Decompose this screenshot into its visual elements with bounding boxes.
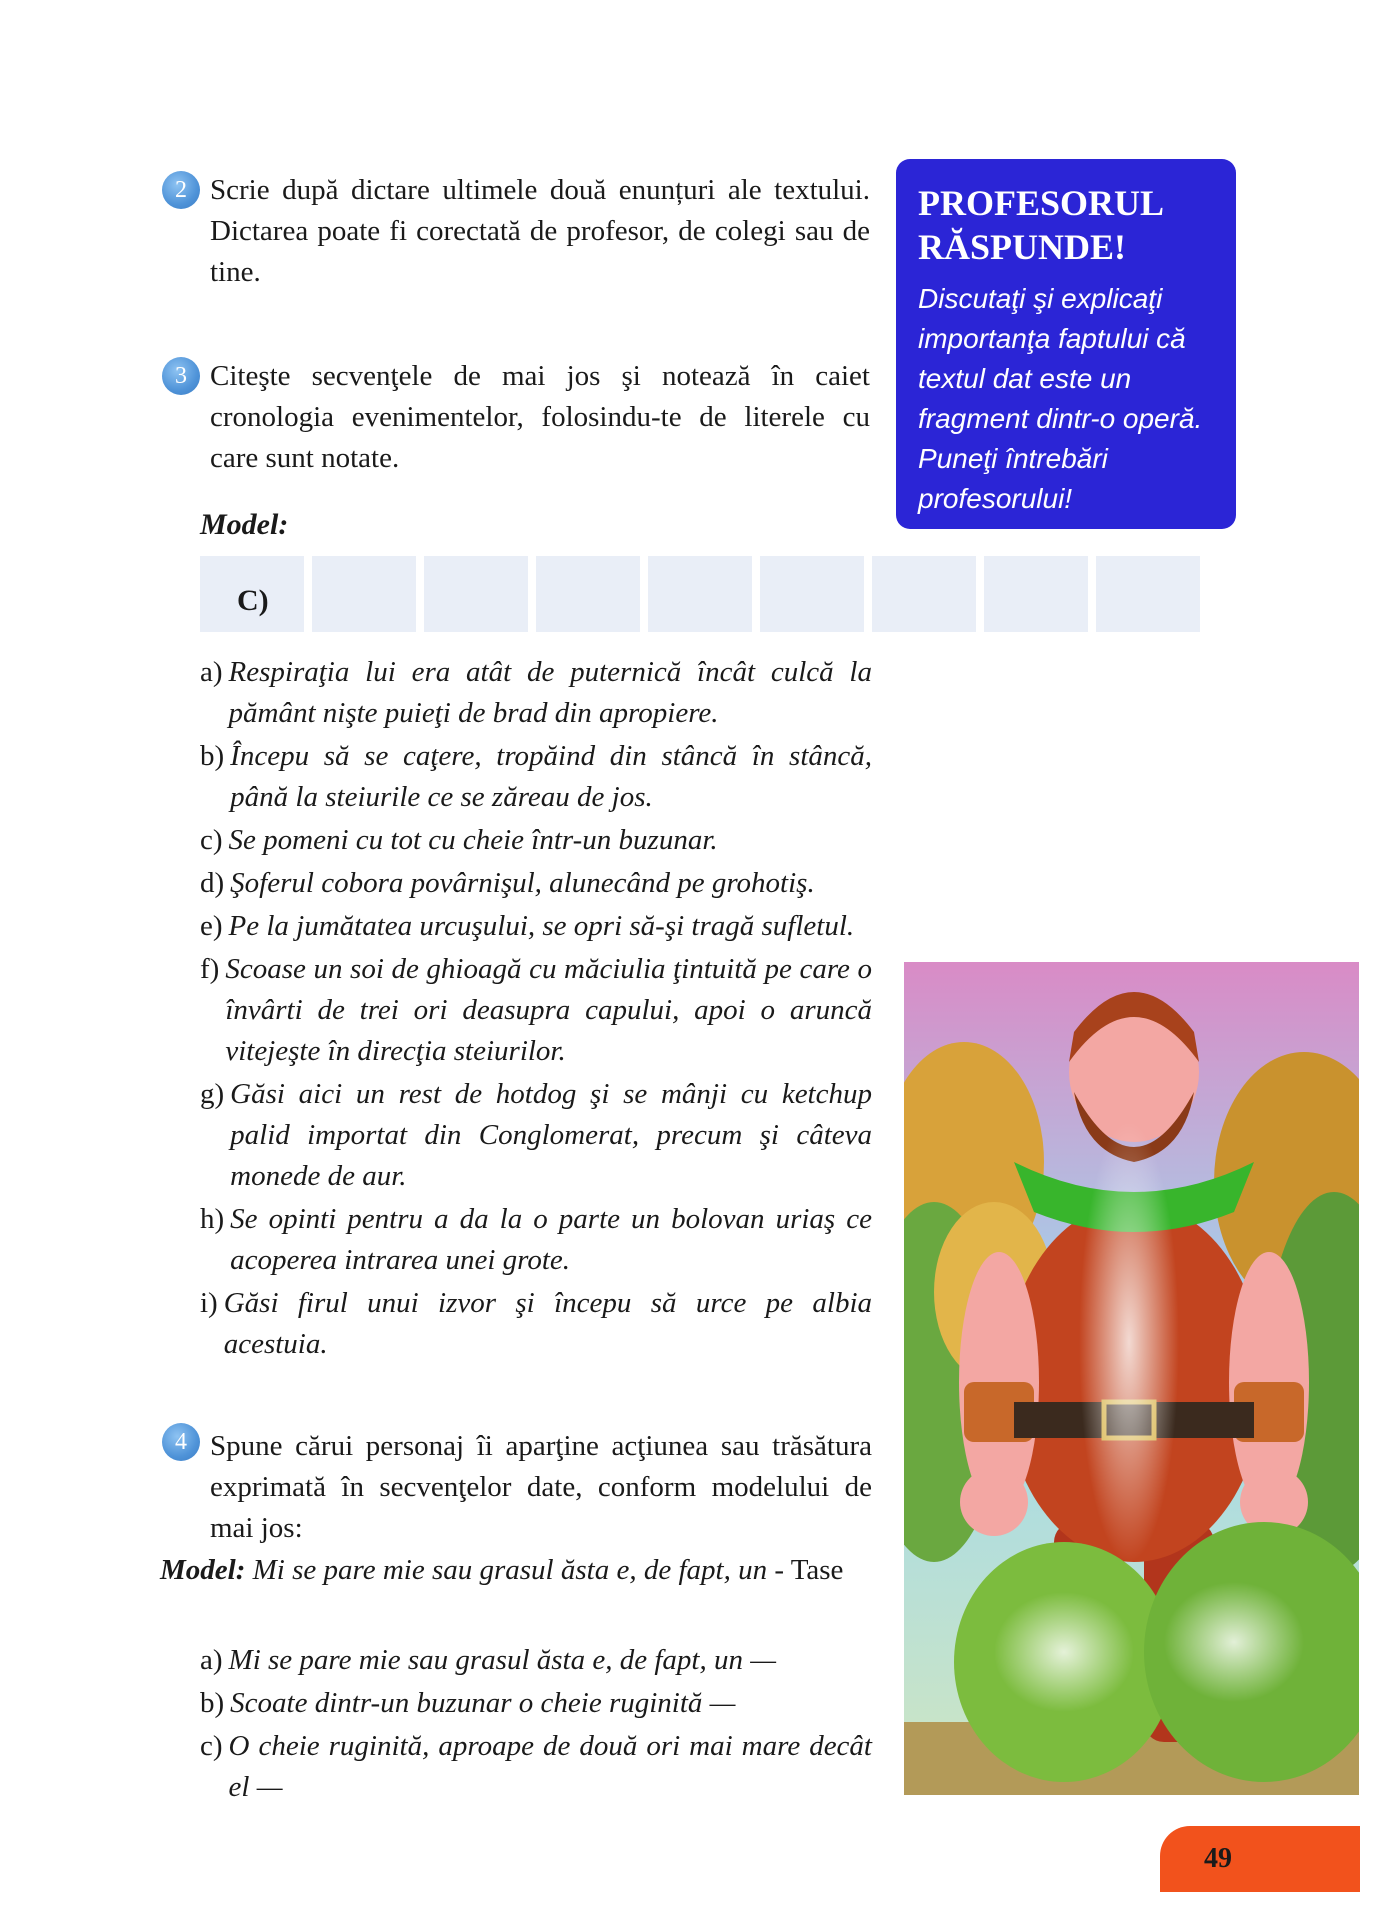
sidebar-title: PROFESORUL RĂSPUNDE!	[918, 183, 1163, 267]
model-label: Model:	[200, 508, 289, 541]
list-item: e) Pe la jumătatea urcuşului, se opri să-şi tragă sufletul.	[200, 910, 855, 942]
task-4-instruction: Spune cărui personaj îi aparţine acţiunea sau trăsătura exprimată în secvenţelor date, conform modelului de mai jos:	[210, 1430, 872, 1544]
breath-cloud	[1164, 1582, 1304, 1702]
task-2-number-badge: 2	[162, 171, 200, 209]
list-item: i) Găsi firul unui izvor şi începu să urce pe albia acestuia.	[200, 1287, 872, 1360]
list-item: f) Scoase un soi de ghioagă cu măciulia ţintuită pe care o învârti de trei ori deasupra capului, apoi o aruncă vitejeşte în direcţia steiurilor.	[200, 953, 872, 1067]
answer-cell[interactable]	[760, 556, 864, 632]
breath-cloud	[994, 1592, 1134, 1712]
answer-cell[interactable]	[984, 556, 1088, 632]
answer-cell[interactable]	[648, 556, 752, 632]
list-item: d) Şoferul cobora povârnişul, alunecând pe grohotiş.	[200, 867, 815, 899]
list-item: h) Se opinti pentru a da la o parte un bolovan uriaş ce acoperea intrarea unei grote.	[200, 1203, 872, 1276]
list-item: b) Începu să se caţere, tropăind din stâncă în stâncă, până la steiurile ce se zăreau de jos.	[200, 740, 872, 813]
page-number: 49	[1204, 1843, 1232, 1874]
task-4-model-italic: Mi se pare mie sau grasul ăsta e, de fapt, un	[252, 1554, 768, 1586]
answer-cell[interactable]	[536, 556, 640, 632]
list-item: g) Găsi aici un rest de hotdog şi se mânji cu ketchup palid importat din Conglomerat, precum şi câteva monede de aur.	[200, 1078, 872, 1192]
task-4-number-badge: 4	[162, 1423, 200, 1461]
page-number-tab	[1160, 1826, 1360, 1892]
list-item: a) Respiraţia lui era atât de puternică încât culcă la pământ nişte puieţi de brad din apropiere.	[200, 656, 872, 729]
giant-fist	[960, 1468, 1028, 1536]
answer-cell[interactable]	[424, 556, 528, 632]
list-item: a) Mi se pare mie sau grasul ăsta e, de fapt, un —	[200, 1644, 777, 1676]
giant-illustration	[904, 962, 1359, 1795]
answer-cell[interactable]	[312, 556, 416, 632]
task-3-instruction: Citeşte secvenţele de mai jos şi notează în caiet cronologia evenimentelor, folosindu-te de literele cu care sunt notate.	[210, 360, 870, 474]
list-item: b) Scoate dintr-un buzunar o cheie ruginită —	[200, 1687, 736, 1719]
answer-cell[interactable]	[1096, 556, 1200, 632]
list-item: c) O cheie ruginită, aproape de două ori mai mare decât el —	[200, 1730, 872, 1803]
task-4-model-rest: - Tase	[767, 1554, 844, 1586]
sidebar-body: Discutaţi şi explicaţi importanţa faptului că textul dat este un fragment dintr-o operă. Puneţi întrebări profesorului!	[918, 283, 1203, 514]
answer-cell[interactable]: C)	[200, 556, 304, 632]
task-3-number-badge: 3	[162, 357, 200, 395]
task-4-model	[160, 1550, 860, 1591]
teacher-answers-box	[896, 159, 1236, 529]
answer-cell[interactable]	[872, 556, 976, 632]
task-4-model-label: Model:	[160, 1554, 246, 1586]
task-2-instruction: Scrie după dictare ultimele două enunțuri ale textului. Dictarea poate fi corectată de profesor, de colegi sau de tine.	[210, 174, 870, 288]
task-4-list	[200, 1640, 872, 1810]
breath-cloud	[1079, 1122, 1179, 1562]
sequence-list	[200, 652, 872, 1367]
list-item: c) Se pomeni cu tot cu cheie într-un buzunar.	[200, 824, 718, 856]
